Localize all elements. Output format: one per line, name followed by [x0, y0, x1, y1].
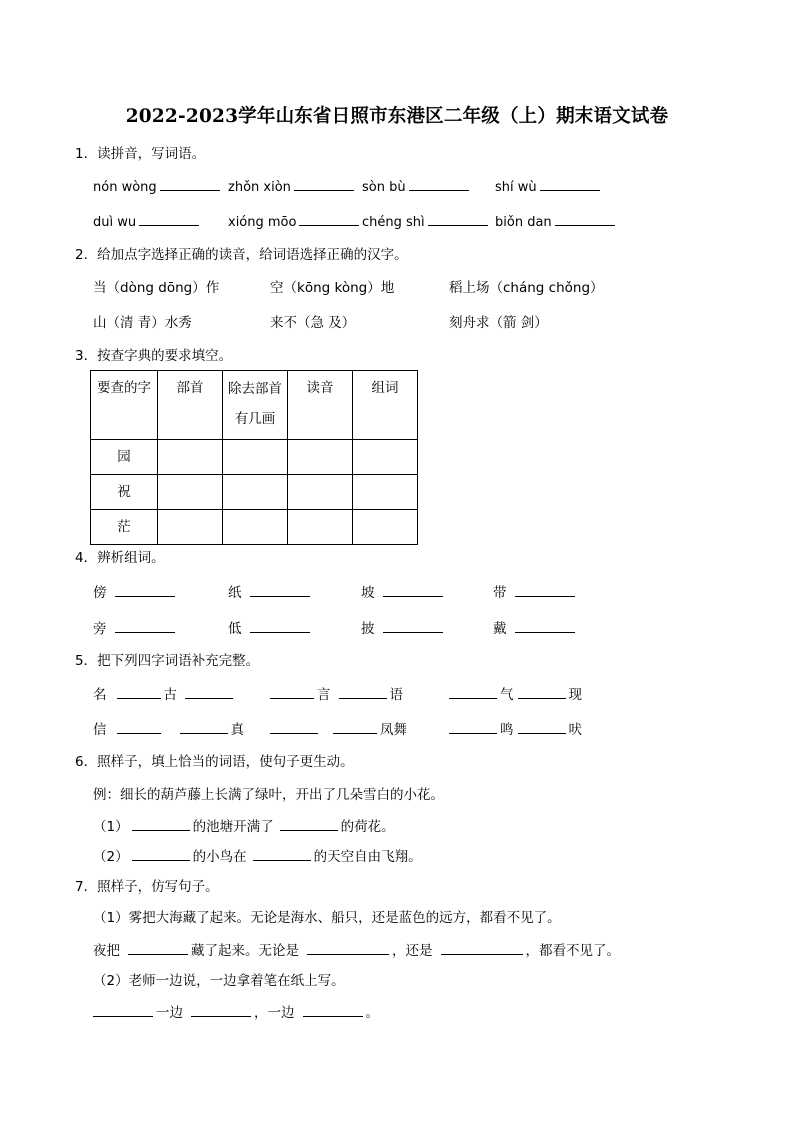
q1-pinyin-7: chéng shì: [362, 215, 425, 230]
q6-label: （2）: [93, 849, 129, 865]
answer-blank[interactable]: [250, 618, 310, 633]
q4-char: 戴: [493, 621, 507, 637]
table-row: [91, 475, 418, 510]
q1-pinyin-2: zhǒn xiòn: [228, 180, 291, 195]
q5-char: 吠: [568, 722, 582, 738]
q7-text: ，一边: [254, 1005, 295, 1021]
answer-blank[interactable]: [333, 719, 377, 734]
exam-title: 2022-2023学年山东省日照市东港区二年级（上）期末语文试卷: [125, 106, 669, 127]
answer-blank[interactable]: [518, 684, 566, 699]
q1-pinyin-4: shí wù: [495, 180, 537, 195]
q4-heading: 4．辨析组词。: [75, 550, 165, 566]
q1-pinyin-8: biǒn dan: [495, 215, 552, 230]
q6-text: 的池塘开满了: [192, 819, 274, 835]
q5-idiom-4: [93, 719, 244, 740]
table-row: [91, 440, 418, 475]
q4-char: 坡: [361, 585, 375, 601]
q1-heading: 1．读拼音，写词语。: [75, 146, 206, 162]
q6-example: 例：细长的葫芦藤上长满了绿叶，开出了几朵雪白的小花。: [93, 787, 444, 803]
answer-blank[interactable]: [270, 719, 318, 734]
answer-blank[interactable]: [132, 846, 190, 861]
answer-blank[interactable]: [555, 211, 615, 226]
table-cell-blank[interactable]: [158, 440, 223, 475]
answer-blank[interactable]: [449, 684, 497, 699]
answer-blank[interactable]: [294, 176, 354, 191]
q5-idiom-5: [270, 719, 407, 740]
answer-blank[interactable]: [139, 211, 199, 226]
table-cell-blank[interactable]: [158, 475, 223, 510]
table-cell-blank[interactable]: [158, 510, 223, 545]
q7-text: 夜把: [93, 943, 120, 959]
q2-item-3: 稻上场（cháng chǒng）: [449, 280, 604, 296]
q6-text: 的小鸟在: [192, 849, 247, 865]
table-header: 组词: [353, 371, 418, 440]
table-cell-blank[interactable]: [288, 510, 353, 545]
answer-blank[interactable]: [160, 176, 220, 191]
table-cell-blank[interactable]: [223, 510, 288, 545]
q5-idiom-1: [93, 684, 236, 705]
q1-row1-b: [228, 176, 357, 198]
q4-item: [93, 582, 178, 603]
q4-item: [228, 618, 313, 639]
q5-idiom-3: [449, 684, 582, 705]
q4-char: 傍: [93, 585, 107, 601]
q7-text: ，都看不见了。: [525, 943, 620, 959]
answer-blank[interactable]: [180, 719, 228, 734]
answer-blank[interactable]: [307, 940, 389, 955]
table-cell-blank[interactable]: [353, 475, 418, 510]
q2-item-4: 山（清 青）水秀: [93, 315, 192, 331]
answer-blank[interactable]: [540, 176, 600, 191]
q5-char: 名: [93, 687, 107, 703]
q1-pinyin-5: duì wu: [93, 215, 137, 230]
q5-char: 凤舞: [380, 722, 407, 738]
q2-heading: 2．给加点字选择正确的读音，给词语选择正确的汉字。: [75, 247, 408, 263]
q5-char: 鸣: [500, 722, 514, 738]
answer-blank[interactable]: [383, 582, 443, 597]
q1-row1-d: [495, 176, 603, 198]
answer-blank[interactable]: [253, 846, 311, 861]
q5-char: 言: [317, 687, 331, 703]
q2-item-1: 当（dòng dōng）作: [93, 280, 220, 296]
q4-char: 旁: [93, 621, 107, 637]
q2-item-5: 来不（急 及）: [270, 315, 356, 331]
q5-char: 信: [93, 722, 107, 738]
q6-heading: 6．照样子，填上恰当的词语，使句子更生动。: [75, 754, 354, 770]
q4-item: [361, 582, 446, 603]
answer-blank[interactable]: [303, 1002, 363, 1017]
q5-char: 语: [389, 687, 403, 703]
q4-item: [493, 582, 578, 603]
answer-blank[interactable]: [132, 816, 190, 831]
q2-item-6: 刻舟求（箭 剑）: [449, 315, 548, 331]
table-header: 读音: [288, 371, 353, 440]
answer-blank[interactable]: [117, 719, 161, 734]
table-header: 部首: [158, 371, 223, 440]
q7-sentence-1: （1）雾把大海藏了起来。无论是海水、船只，还是蓝色的远方，都看不见了。: [93, 910, 561, 926]
q7-text: 藏了起来。无论是: [191, 943, 299, 959]
q7-sentence-2: （2）老师一边说，一边拿着笔在纸上写。: [93, 973, 345, 989]
answer-blank[interactable]: [93, 1002, 153, 1017]
answer-blank[interactable]: [250, 582, 310, 597]
answer-blank[interactable]: [518, 719, 566, 734]
answer-blank[interactable]: [299, 211, 359, 226]
q4-char: 低: [228, 621, 242, 637]
q5-idiom-6: [449, 719, 582, 740]
answer-blank[interactable]: [280, 816, 338, 831]
q7-heading: 7．照样子，仿写句子。: [75, 879, 219, 895]
answer-blank[interactable]: [191, 1002, 251, 1017]
table-cell-blank[interactable]: [288, 475, 353, 510]
q2-item-2: 空（kōng kòng）地: [270, 280, 395, 296]
answer-blank[interactable]: [115, 582, 175, 597]
table-cell-char: 园: [91, 440, 158, 475]
q1-row1-c: [362, 176, 472, 198]
table-cell-blank[interactable]: [223, 440, 288, 475]
q3-heading: 3．按查字典的要求填空。: [75, 348, 233, 364]
table-cell-blank[interactable]: [288, 440, 353, 475]
q1-pinyin-1: nón wòng: [93, 180, 157, 195]
answer-blank[interactable]: [449, 719, 497, 734]
q7-answer-2: [93, 1002, 379, 1023]
q1-pinyin-6: xióng mōo: [228, 215, 297, 230]
q4-char: 带: [493, 585, 507, 601]
q4-item: [493, 618, 578, 639]
q4-item: [228, 582, 313, 603]
table-row: [91, 510, 418, 545]
q1-row2-c: [362, 211, 491, 233]
answer-blank[interactable]: [117, 684, 161, 699]
q7-text: 。: [365, 1005, 379, 1021]
q6-sentence-2: [93, 846, 422, 867]
table-cell-blank[interactable]: [353, 510, 418, 545]
answer-blank[interactable]: [270, 684, 314, 699]
q5-heading: 5．把下列四字词语补充完整。: [75, 653, 260, 669]
q1-row2: [93, 211, 202, 233]
q4-item: [93, 618, 178, 639]
answer-blank[interactable]: [515, 618, 575, 633]
q1-row2-d: [495, 211, 618, 233]
q5-idiom-2: [270, 684, 403, 705]
q6-label: （1）: [93, 819, 129, 835]
q5-char: 真: [230, 722, 244, 738]
q5-char: 现: [568, 687, 582, 703]
q1-row1: [93, 176, 223, 198]
answer-blank[interactable]: [515, 582, 575, 597]
table-header-text: 除去部首有几画: [228, 381, 282, 427]
q4-item: [361, 618, 446, 639]
answer-blank[interactable]: [409, 176, 469, 191]
answer-blank[interactable]: [441, 940, 523, 955]
q1-pinyin-3: sòn bù: [362, 180, 406, 195]
table-cell-char: 祝: [91, 475, 158, 510]
dictionary-table: [90, 370, 418, 545]
q6-text: 的荷花。: [340, 819, 395, 835]
q5-char: 古: [163, 687, 177, 703]
answer-blank[interactable]: [115, 618, 175, 633]
table-cell-char: 茫: [91, 510, 158, 545]
q6-text: 的天空自由飞翔。: [313, 849, 422, 865]
answer-blank[interactable]: [339, 684, 387, 699]
answer-blank[interactable]: [128, 940, 188, 955]
answer-blank[interactable]: [383, 618, 443, 633]
q7-text: 一边: [156, 1005, 183, 1021]
q7-text: ，还是: [392, 943, 433, 959]
table-cell-blank[interactable]: [353, 440, 418, 475]
q1-row2-b: [228, 211, 362, 233]
q5-char: 气: [500, 687, 514, 703]
answer-blank[interactable]: [428, 211, 488, 226]
q4-char: 披: [361, 621, 375, 637]
table-header: [223, 371, 288, 440]
answer-blank[interactable]: [185, 684, 233, 699]
q6-sentence-1: [93, 816, 395, 837]
q7-answer-1: [93, 940, 620, 961]
q4-char: 纸: [228, 585, 242, 601]
table-cell-blank[interactable]: [223, 475, 288, 510]
table-header: 要查的字: [91, 371, 158, 440]
